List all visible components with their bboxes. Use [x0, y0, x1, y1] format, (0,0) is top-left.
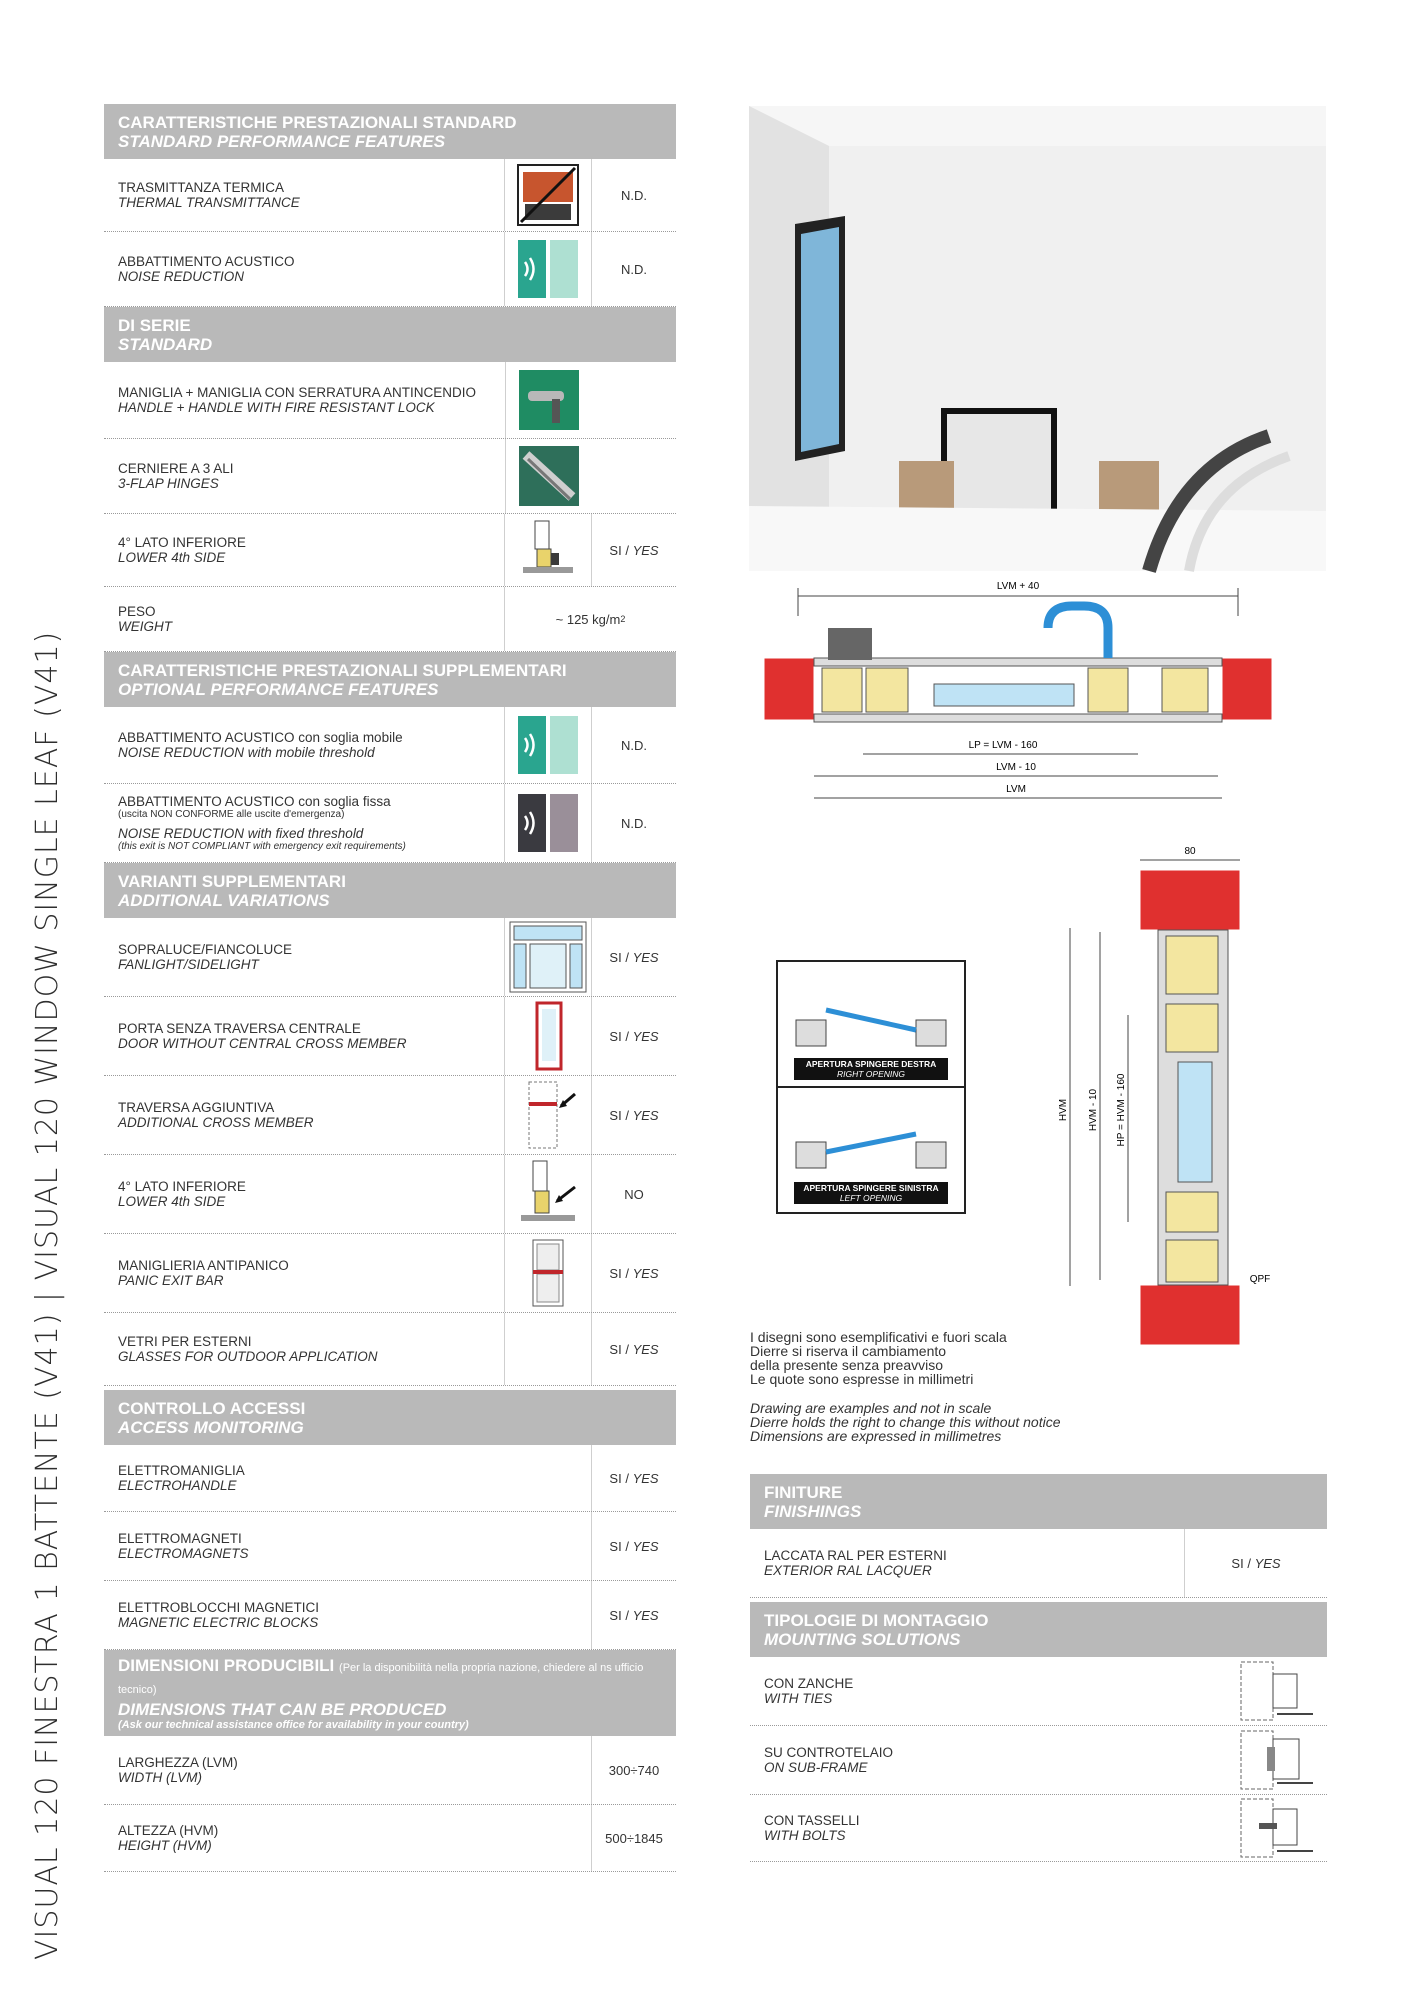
section-header-standard-performance: CARATTERISTICHE PRESTAZIONALI STANDARD STANDARD PERFORMANCE FEATURES [104, 104, 676, 159]
door-icon [517, 999, 579, 1073]
value-noise-fixed: N.D. [591, 784, 676, 862]
value-thermal: N.D. [591, 159, 676, 231]
section-header-optional-performance: CARATTERISTICHE PRESTAZIONALI SUPPLEMENTARI OPTIONAL PERFORMANCE FEATURES [104, 652, 676, 707]
bolts-mount-icon [1237, 1797, 1317, 1859]
drawing-notes: I disegni sono esemplificativi e fuori scala Dierre si riserva il cambiamento della presente senza preavviso Le quote sono espresse in millimetri Drawing are examples and not in scale Dierre holds the right to change this without notice Dimensions are expressed in millimetres [750, 1329, 1061, 1444]
dim-hvm: HVM [1058, 1098, 1069, 1122]
value-cross: SI / YES [591, 1076, 676, 1154]
subframe-mount-icon [1237, 1729, 1317, 1791]
dim-lvm10: LVM - 10 [996, 762, 1036, 773]
row-noise-mobile: ABBATTIMENTO ACUSTICO con soglia mobile NOISE REDUCTION with mobile threshold N.D. [104, 707, 676, 784]
hinge-icon [518, 445, 580, 507]
dim-lvm: LVM [1006, 784, 1026, 795]
row-handle: MANIGLIA + MANIGLIA CON SERRATURA ANTINCENDIO HANDLE + HANDLE WITH FIRE RESISTANT LOCK [104, 362, 676, 439]
vertical-title: VISUAL 120 FINESTRA 1 BATTENTE (V41) | VISUAL 120 WINDOW SINGLE LEAF (V41) [30, 630, 65, 1960]
handle-icon [518, 369, 580, 431]
row-exterior-lacquer: LACCATA RAL PER ESTERNI EXTERIOR RAL LACQUER SI / YES [750, 1529, 1327, 1598]
value-width: 300÷740 [591, 1736, 676, 1804]
row-electric-blocks: ELETTROBLOCCHI MAGNETICI MAGNETIC ELECTRIC BLOCKS SI / YES [104, 1581, 676, 1650]
row-weight: PESO WEIGHT ~ 125 kg/m 2 [104, 587, 676, 652]
value-height: 500÷1845 [591, 1805, 676, 1871]
opening-diagrams [776, 960, 966, 1214]
ties-mount-icon [1237, 1660, 1317, 1722]
section-header-mounting: TIPOLOGIE DI MONTAGGIO MOUNTING SOLUTIONS [750, 1602, 1327, 1657]
row-electrohandle: ELETTROMANIGLIA ELECTROHANDLE SI / YES [104, 1445, 676, 1512]
horizontal-section-drawing [748, 576, 1328, 826]
dim-hp: HP = HVM - 160 [1116, 1073, 1127, 1147]
cross-member-icon [517, 1078, 579, 1152]
row-additional-cross: TRAVERSA AGGIUNTIVA ADDITIONAL CROSS MEMBER SI / YES [104, 1076, 676, 1155]
row-noise-reduction: ABBATTIMENTO ACUSTICO NOISE REDUCTION N.D. [104, 232, 676, 307]
noise-mobile-icon [517, 714, 579, 776]
left-opening-en: LEFT OPENING [839, 1193, 903, 1203]
section-header-di-serie: DI SERIE STANDARD [104, 307, 676, 362]
value-lacquer: SI / YES [1184, 1529, 1327, 1597]
fanlight-icon [508, 920, 588, 994]
dim-lp: LP = LVM - 160 [968, 740, 1038, 751]
row-outdoor-glass: VETRI PER ESTERNI GLASSES FOR OUTDOOR APPLICATION SI / YES [104, 1313, 676, 1386]
lower-side-icon [517, 519, 579, 581]
value-fanlight: SI / YES [591, 918, 676, 996]
right-opening-it: APERTURA SPINGERE DESTRA [805, 1059, 937, 1069]
row-door-no-cross: PORTA SENZA TRAVERSA CENTRALE DOOR WITHOUT CENTRAL CROSS MEMBER SI / YES [104, 997, 676, 1076]
section-header-dimensions: DIMENSIONI PRODUCIBILI (Per la disponibilità nella propria nazione, chiedere al ns ufficio tecnico) DIMENSIONS THAT CAN BE PRODUCED (Ask our technical assistance office for availability in your country) [104, 1650, 676, 1736]
noise-fixed-icon [517, 792, 579, 854]
section-header-access: CONTROLLO ACCESSI ACCESS MONITORING [104, 1390, 676, 1445]
row-bolts: CON TASSELLI WITH BOLTS [750, 1795, 1327, 1862]
value-electric-blocks: SI / YES [591, 1581, 676, 1649]
section-header-variations: VARIANTI SUPPLEMENTARI ADDITIONAL VARIATIONS [104, 863, 676, 918]
value-outdoor: SI / YES [591, 1313, 676, 1385]
room-photo [749, 106, 1326, 571]
row-height: ALTEZZA (HVM) HEIGHT (HVM) 500÷1845 [104, 1805, 676, 1872]
row-electromagnets: ELETTROMAGNETI ELECTROMAGNETS SI / YES [104, 1512, 676, 1581]
dim-80: 80 [1184, 846, 1196, 857]
dim-lvm40: LVM + 40 [996, 581, 1040, 592]
value-noise-mobile: N.D. [591, 707, 676, 783]
thermal-icon [517, 164, 579, 226]
dim-qpf: QPF [1249, 1274, 1271, 1285]
lower-side-icon-2 [517, 1157, 579, 1231]
row-noise-fixed: ABBATTIMENTO ACUSTICO con soglia fissa (uscita NON CONFORME alle uscite d'emergenza) NOISE REDUCTION with fixed threshold (this exit is NOT COMPLIANT with emergency exit requirements) N.D. [104, 784, 676, 863]
room-illustration [749, 106, 1326, 571]
panic-bar-icon [517, 1236, 579, 1310]
spec-table-left [104, 104, 676, 1872]
value-panic: SI / YES [591, 1234, 676, 1312]
noise-icon [517, 238, 579, 300]
row-lower-4th-side: 4° LATO INFERIORE LOWER 4th SIDE SI / YES [104, 514, 676, 587]
spec-table-right [750, 1474, 1327, 1862]
row-hinges: CERNIERE A 3 ALI 3-FLAP HINGES [104, 439, 676, 514]
value-noise: N.D. [591, 232, 676, 306]
value-electromagnets: SI / YES [591, 1512, 676, 1580]
row-lower-4th-side-2: 4° LATO INFERIORE LOWER 4th SIDE NO [104, 1155, 676, 1234]
row-panic-bar: MANIGLIERIA ANTIPANICO PANIC EXIT BAR SI / YES [104, 1234, 676, 1313]
row-subframe: SU CONTROTELAIO ON SUB-FRAME [750, 1726, 1327, 1795]
value-electrohandle: SI / YES [591, 1445, 676, 1511]
right-opening-en: RIGHT OPENING [836, 1069, 906, 1079]
row-thermal-transmittance: TRASMITTANZA TERMICA THERMAL TRANSMITTANCE N.D. [104, 159, 676, 232]
left-opening-it: APERTURA SPINGERE SINISTRA [803, 1183, 939, 1193]
value-door: SI / YES [591, 997, 676, 1075]
value-weight: ~ 125 kg/m 2 [504, 587, 676, 651]
row-ties: CON ZANCHE WITH TIES [750, 1657, 1327, 1726]
value-lower-side: SI / YES [591, 514, 676, 586]
vertical-section-drawing [1060, 840, 1300, 1360]
row-width: LARGHEZZA (LVM) WIDTH (LVM) 300÷740 [104, 1736, 676, 1805]
dim-hvm10: HVM - 10 [1088, 1088, 1099, 1132]
row-fanlight: SOPRALUCE/FIANCOLUCE FANLIGHT/SIDELIGHT SI / YES [104, 918, 676, 997]
value-lower-side-2: NO [591, 1155, 676, 1233]
section-header-finishings: FINITURE FINISHINGS [750, 1474, 1327, 1529]
